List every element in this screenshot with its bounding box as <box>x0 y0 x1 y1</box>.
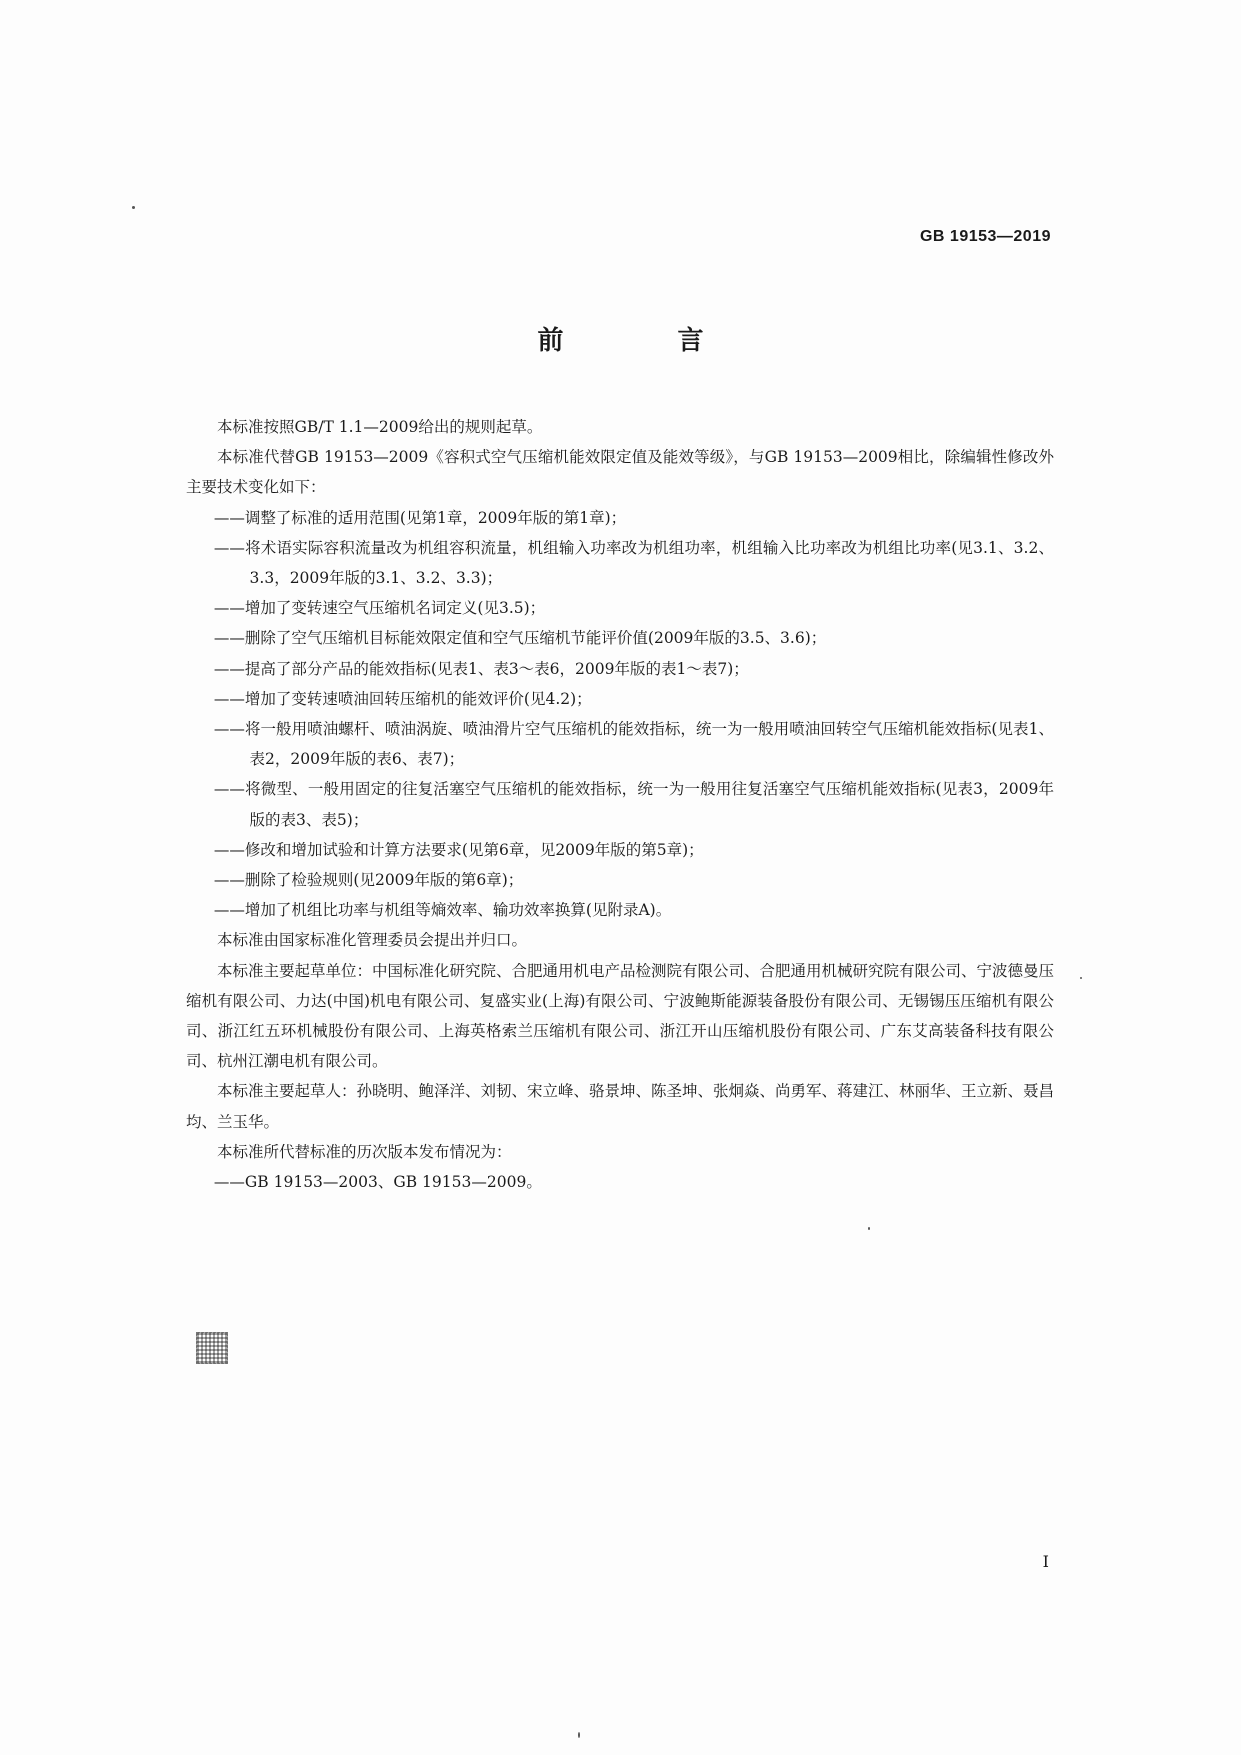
foreword-body <box>186 412 1054 1197</box>
paragraph: 本标准按照GB/T 1.1—2009给出的规则起草。 <box>217 418 543 436</box>
change-item: ——将一般用喷油螺杆、喷油涡旋、喷油滑片空气压缩机的能效指标，统一为一般用喷油回转空气压缩机能效指标(见表1、表2，2009年版的表6、表7)； <box>213 720 1054 769</box>
paragraph: 本标准主要起草单位：中国标准化研究院、合肥通用机电产品检测院有限公司、合肥通用机械研究院有限公司、宁波德曼压缩机有限公司、力达(中国)机电有限公司、复盛实业(上海)有限公司、宁波鲍斯能源装备股份有限公司、无锡锡压压缩机有限公司、浙江红五环机械股份有限公司、上海英格索兰压缩机有限公司、浙江开山压缩机股份有限公司、广东艾高装备科技有限公司、杭州江潮电机有限公司。 <box>186 961 1055 1071</box>
change-item: ——删除了空气压缩机目标能效限定值和空气压缩机节能评价值(2009年版的3.5、3.6)； <box>213 629 827 648</box>
page-number: I <box>1042 1552 1049 1571</box>
paragraph: 本标准所代替标准的历次版本发布情况为： <box>217 1142 512 1161</box>
change-item: ——将术语实际容积流量改为机组容积流量，机组输入功率改为机组功率，机组输入比功率改为机组比功率(见3.1、3.2、3.3，2009年版的3.1、3.2、3.3)； <box>213 538 1054 588</box>
scan-speck <box>868 1227 870 1230</box>
change-item: ——修改和增加试验和计算方法要求(见第6章，见2009年版的第5章)； <box>213 840 704 859</box>
scan-speck <box>1080 977 1082 979</box>
standard-code: GB 19153—2019 <box>919 228 1051 245</box>
page-title: 前 言 <box>537 326 748 356</box>
scan-mark-icon <box>196 1332 228 1364</box>
paragraph: 本标准由国家标准化管理委员会提出并归口。 <box>217 931 528 950</box>
scan-speck <box>578 1732 580 1738</box>
change-item: ——增加了变转速喷油回转压缩机的能效评价(见4.2)； <box>213 689 592 708</box>
change-item: ——将微型、一般用固定的往复活塞空气压缩机的能效指标，统一为一般用往复活塞空气压缩机能效指标(见表3，2009年版的表3、表5)； <box>213 780 1054 829</box>
paragraph: 本标准代替GB 19153—2009《容积式空气压缩机能效限定值及能效等级》，与GB 19153—2009相比，除编辑性修改外主要技术变化如下： <box>186 448 1054 497</box>
change-item: ——调整了标准的适用范围(见第1章，2009年版的第1章)； <box>213 508 627 527</box>
change-item: ——GB 19153—2003、GB 19153—2009。 <box>213 1173 542 1192</box>
paragraph: 本标准主要起草人：孙晓明、鲍泽洋、刘韧、宋立峰、骆景坤、陈圣坤、张炯焱、尚勇军、蒋建江、林丽华、王立新、聂昌均、兰玉华。 <box>186 1082 1055 1131</box>
change-item: ——增加了机组比功率与机组等熵效率、输功效率换算(见附录A)。 <box>213 901 672 920</box>
change-item: ——提高了部分产品的能效指标(见表1、表3～表6，2009年版的表1～表7)； <box>213 659 749 678</box>
change-item: ——增加了变转速空气压缩机名词定义(见3.5)； <box>213 599 546 618</box>
change-item: ——删除了检验规则(见2009年版的第6章)； <box>213 871 524 890</box>
scan-speck <box>132 206 135 209</box>
